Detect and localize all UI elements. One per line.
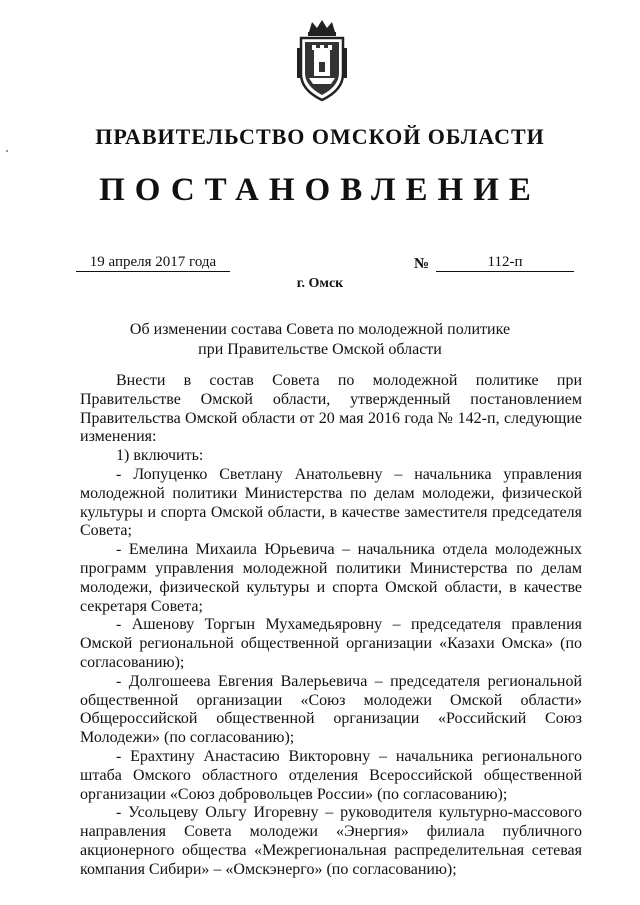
- city-label: г. Омск: [296, 276, 344, 291]
- list-item: - Лопуценко Светлану Анатольевну – начальника управления молодежной политики Министерства по делам молодежи, физической культуры и спорта Омской области, в качестве заместителя председателя Совета;: [80, 465, 582, 540]
- list-item: - Ашенову Торгын Мухамедьяровну – председателя правления Омской региональной общественной организации «Казахи Омска» (по согласованию);: [80, 616, 582, 671]
- number-label: №: [414, 256, 430, 272]
- document-date: 19 апреля 2017 года: [76, 254, 230, 272]
- issuer-title: ПРАВИТЕЛЬСТВО ОМСКОЙ ОБЛАСТИ: [95, 124, 545, 149]
- list-item: - Усольцеву Ольгу Игоревну – руководителя культурно-массового направления Совета молодежи «Энергия» филиала публичного акционерного общества «Межрегиональная распределительная сетевая компания Сибири» – «Омскэнерго» (по согласованию);: [80, 804, 582, 878]
- subject-line-2: при Правительстве Омской области: [198, 341, 442, 358]
- scan-speck: [6, 150, 8, 152]
- document-number: 112-п: [436, 254, 574, 272]
- document-body: [80, 372, 582, 880]
- list-item: - Долгошеева Евгения Валерьевича – председателя региональной общественной организации «Союз молодежи Омской области» Общероссийской общественной организации «Российский Союз Молодежи» (по согласованию);: [80, 672, 582, 747]
- intro-paragraph: Внести в состав Совета по молодежной политике при Правительстве Омской области, утвержденный постановлением Правительства Омской области от 20 мая 2016 года № 142-п, следующие изменения:: [80, 372, 582, 446]
- list-item: - Емелина Михаила Юрьевича – начальника отдела молодежных программ управления молодежной политики Министерства по делам молодежи, физической культуры и спорта Омской области, в качестве секретаря Совета;: [80, 541, 582, 615]
- list-item: - Ерахтину Анастасию Викторовну – начальника регионального штаба Омского областного отделения Всероссийской общественной организации «Союз добровольцев России» (по согласованию);: [80, 747, 582, 803]
- subject-line-1: Об изменении состава Совета по молодежной политике: [129, 321, 511, 338]
- list-heading: 1) включить:: [116, 447, 204, 465]
- document-subject: [80, 320, 560, 360]
- document-type-title: ПОСТАНОВЛЕНИЕ: [99, 172, 541, 208]
- coat-of-arms-emblem: [295, 18, 349, 102]
